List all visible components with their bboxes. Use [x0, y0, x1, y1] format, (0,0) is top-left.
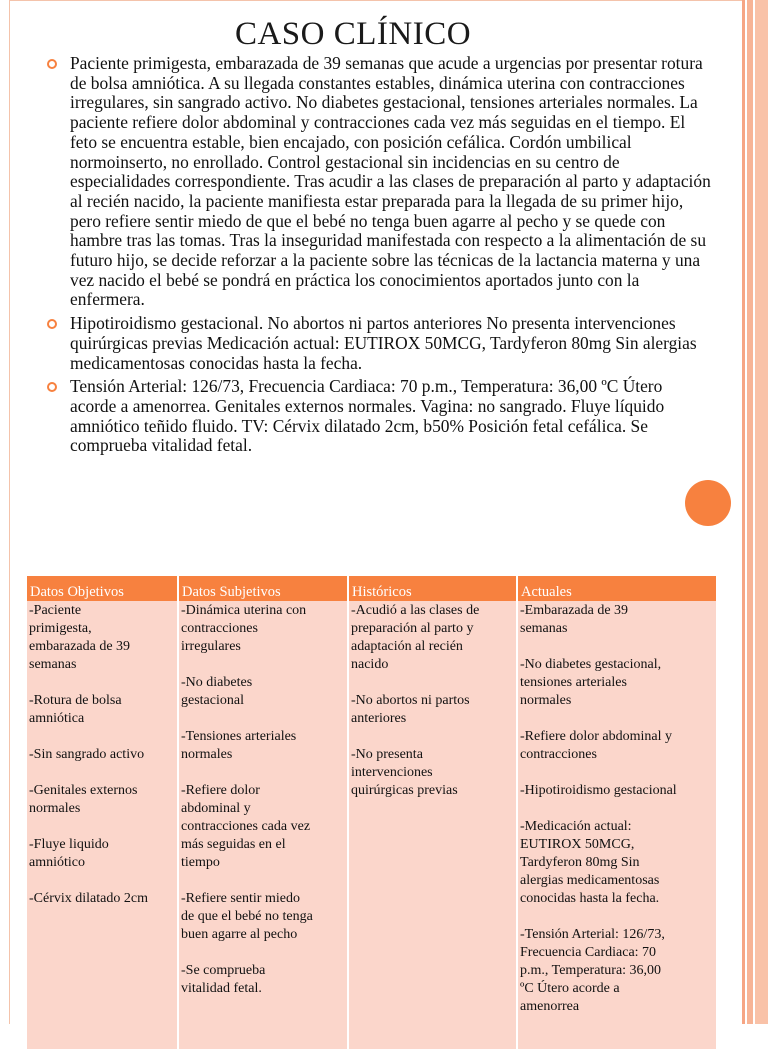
column-actuales [517, 601, 716, 1049]
data-table [27, 576, 716, 1049]
top-frame-line [9, 0, 742, 1]
bullet-list [42, 54, 712, 460]
cell-item: -No abortos ni partos anteriores [351, 693, 470, 726]
cell-item: -Fluye liquido amniótico [29, 837, 109, 870]
bullet-text: Tensión Arterial: 126/73, Frecuencia Cardiaca: 70 p.m., Temperatura: 36,00 ºC Útero acorde a amenorrea. Genitales externos normales. Vagina: no sangrado. Fluye líquido amniótico teñido fluido. TV: Cérvix dilatado 2cm, b50% Posición fetal cefálica. Se comprueba vitalidad fetal. [70, 376, 665, 456]
circle-bullet-icon [47, 382, 57, 392]
bullet-item [42, 314, 712, 373]
cell-item: -Dinámica uterina con contracciones irregulares [181, 603, 307, 654]
column-datos-objetivos [27, 601, 178, 1049]
table-header-row [27, 576, 716, 601]
cell-item: -Paciente primigesta, embarazada de 39 semanas [29, 603, 131, 672]
decorative-stripe [755, 0, 768, 1024]
bullet-text: Paciente primigesta, embarazada de 39 semanas que acude a urgencias por presentar rotura de bolsa amniótica. A su llegada constantes estables, dinámica uterina con contracciones irregulares, sin sangrado activo. No diabetes gestacional, tensiones arteriales normales. La paciente refiere dolor abdominal y contracciones cada vez más seguidas en el tiempo. El feto se encuentra estable, bien encajado, con posición cefálica. Cordón umbilical normoinserto, no enrollado. Control gestacional sin incidencias en su centro de especialidades correspondiente. Tras acudir a las clases de preparación al parto y adaptación al recién nacido, la paciente manifiesta estar preparada para la llegada de su primer hijo, pero refiere sentir miedo de que el bebé no tenga buen agarre al pecho y se quede con hambre tras las tomas. Tras la inseguridad manifestada con respecto a la alimentación de su futuro hijo, se decide reforzar a la paciente sobre las técnicas de la lactancia materna y una vez nacido el bebé se pondrá en práctica los conocimientos aportados junto con la enfermera. [70, 53, 711, 310]
cell-item: -No diabetes gestacional [181, 675, 253, 708]
header-datos-objetivos: Datos Objetivos [27, 576, 178, 601]
cell-item: -Acudió a las clases de preparación al parto y adaptación al recién nacido [351, 603, 480, 672]
decorative-stripe [747, 0, 753, 1024]
column-historicos [348, 601, 517, 1049]
cell-item: -Refiere sentir miedo de que el bebé no tenga buen agarre al pecho [181, 891, 313, 942]
header-historicos: Históricos [348, 576, 517, 601]
cell-item: -Medicación actual: EUTIROX 50MCG, Tardyferon 80mg Sin alergias medicamentosas conocidas hasta la fecha. [520, 819, 660, 906]
circle-bullet-icon [47, 319, 57, 329]
decorative-stripe [742, 0, 745, 1024]
cell-item: -Refiere dolor abdominal y contracciones [520, 729, 673, 762]
cell-item: -Sin sangrado activo [29, 747, 145, 762]
cell-item: -Se comprueba vitalidad fetal. [181, 963, 266, 996]
bullet-item [42, 54, 712, 310]
cell-item: -No presenta intervenciones quirúrgicas previas [351, 747, 458, 798]
cell-item: -Hipotiroidismo gestacional [520, 783, 677, 798]
cell-item: -Refiere dolor abdominal y contracciones cada vez más seguidas en el tiempo [181, 783, 311, 870]
cell-item: -Tensión Arterial: 126/73, Frecuencia Cardiaca: 70 p.m., Temperatura: 36,00 ºC Útero acorde a amenorrea [520, 927, 665, 1014]
slide-title: CASO CLÍNICO [234, 16, 472, 52]
left-frame-line [9, 0, 10, 1024]
cell-item: -Embarazada de 39 semanas [520, 603, 629, 636]
cell-item: -Genitales externos normales [29, 783, 138, 816]
bullet-text: Hipotiroidismo gestacional. No abortos ni partos anteriores No presenta intervenciones quirúrgicas previas Medicación actual: EUTIROX 50MCG, Tardyferon 80mg Sin alergias medicamentosas conocidas hasta la fecha. [70, 313, 697, 373]
table-row [27, 601, 716, 1049]
cell-item: -Cérvix dilatado 2cm [29, 891, 148, 906]
header-datos-subjetivos: Datos Subjetivos [178, 576, 348, 601]
cell-item: -Tensiones arteriales normales [181, 729, 297, 762]
circle-bullet-icon [47, 59, 57, 69]
decorative-circle [685, 480, 731, 526]
header-actuales: Actuales [517, 576, 716, 601]
cell-item: -No diabetes gestacional, tensiones arteriales normales [520, 657, 662, 708]
column-datos-subjetivos [178, 601, 348, 1049]
bullet-item [42, 377, 712, 456]
cell-item: -Rotura de bolsa amniótica [29, 693, 122, 726]
